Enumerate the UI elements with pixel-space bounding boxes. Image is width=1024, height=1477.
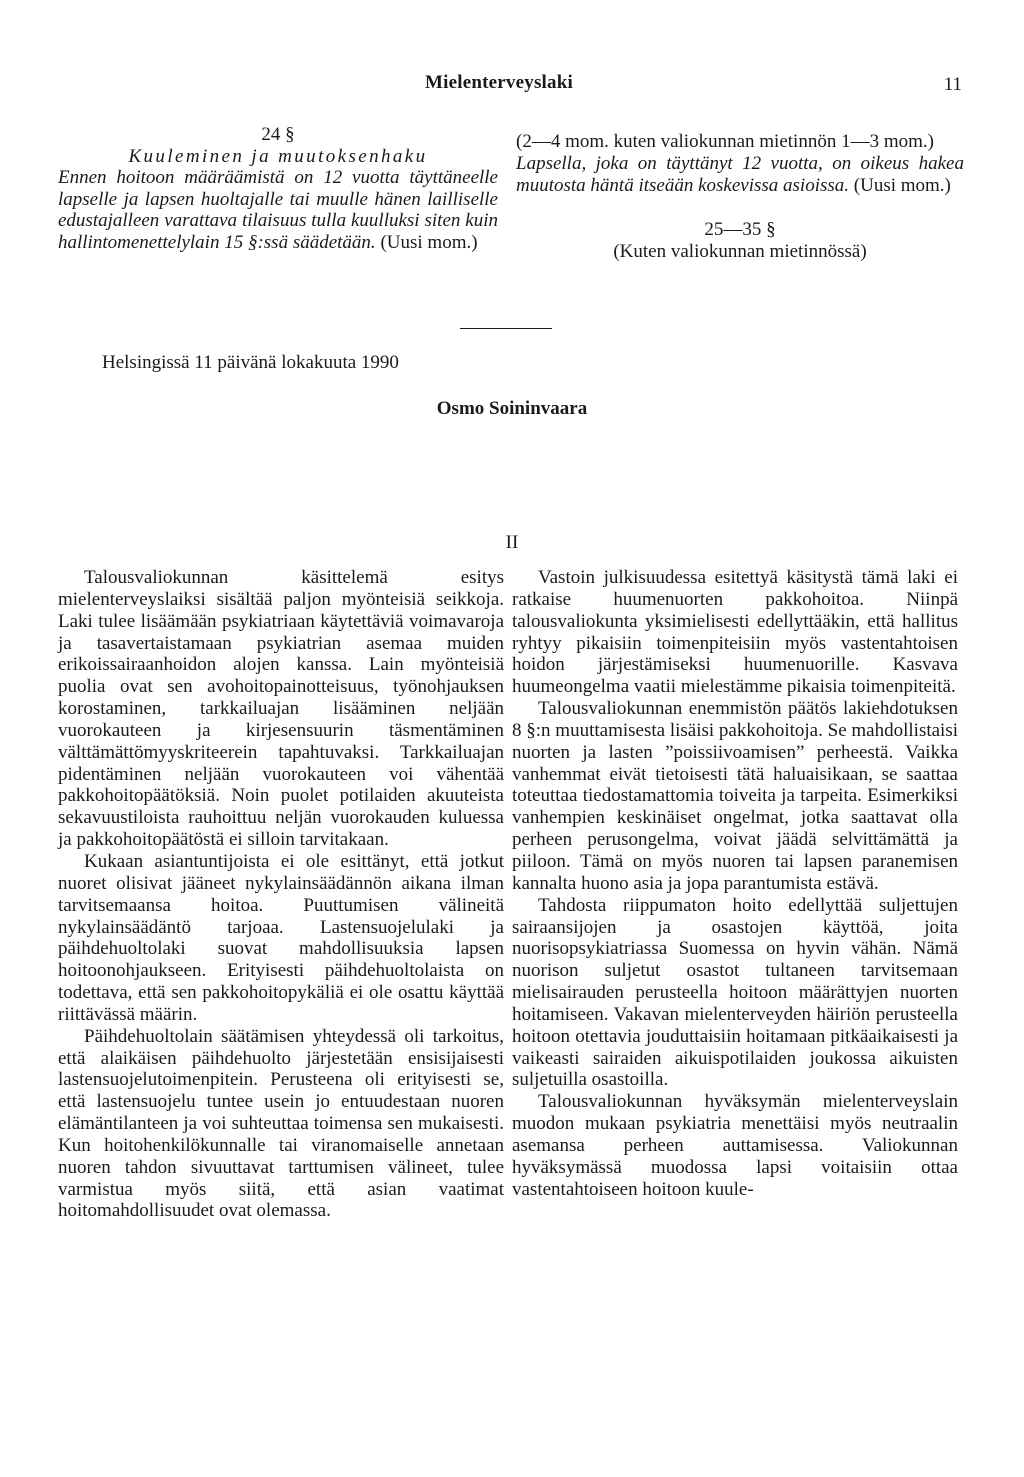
moment-note: (2—4 mom. kuten valiokunnan mietinnön 1—3 mom.)	[516, 131, 934, 152]
part-number: II	[505, 532, 519, 553]
section-number: 24 §	[261, 124, 295, 145]
divider-rule	[460, 328, 552, 329]
left-column	[58, 567, 504, 1222]
right-paragraph-4: Talousvaliokunnan hyväksymän mielenterveyslain muodon mukaan psykiatria menettäisi myös neutraalin asemansa perheen auttamisessa. Valiokunnan hyväksymässä muodossa lapsi voitaisiin ottaa vastentahtoiseen hoitoon kuule-	[512, 1091, 958, 1200]
place-date: Helsingissä 11 päivänä lokakuuta 1990	[102, 352, 399, 373]
section-24-note: (Uusi mom.)	[375, 231, 478, 253]
section-range: 25—35 §	[704, 219, 776, 240]
right-paragraph-2: Talousvaliokunnan enemmistön päätös lakiehdotuksen 8 §:n muuttamisesta lisäisi pakkohoitoja. Se mahdollistaisi nuorten ja lasten ”poissiivoamisen” perheestä. Vaikka vanhemmat eivät tietoisesti tätä haluaisikaan, se saattaa toteuttaa tiedostamattomia toiveita ja tarpeita. Esimerkiksi vanhempien keskinäiset ongelmat, jotka saattavat olla perheen perusongelma, voivat jäädä selvittämättä ja piiloon. Tämä on myös nuoren tai lapsen paranemisen kannalta huono asia ja jopa parantumista estävä.	[512, 698, 958, 894]
amendments-block	[516, 131, 964, 263]
right-paragraph-3: Tahdosta riippumaton hoito edellyttää suljettujen sairaansijojen ja osastojen käyttöä, joita nuorisopsykiatriassa Suomessa on hyvin vähän. Nämä nuorison suljetut osastot tultaneen tarvitsemaan mielisairauden perusteella hoitoon määrättyjen nuorten hoitamiseen. Vakavan mielenterveyden häiriön perusteella hoitoon otettavia jouduttaisiin hoitamaan pitkäaikaisesti ja vaikeasti sairaiden aikuispotilaiden joukossa aikuisten suljetuilla osastoilla.	[512, 894, 958, 1091]
left-paragraph-3: Päihdehuoltolain säätämisen yhteydessä oli tarkoitus, että alaikäisen päihdehuolto järjestetään ensisijaisesti lastensuojelutoimenpitein. Perusteena oli erityisesti se, että lastensuojelu tuntee usein jo entuudestaan nuoren elämäntilanteen ja voi suhteuttaa toimensa sen mukaisesti. Kun hoitohenkilökunnalle tai viranomaiselle annetaan nuoren tahdon sivuuttavat tarttumisen välineet, tulee varmistua myös siitä, että asian vaatimat hoitomahdollisuudet ovat olemassa.	[58, 1025, 504, 1222]
signer-name: Osmo Soininvaara	[436, 398, 588, 419]
left-paragraph-1: Talousvaliokunnan käsittelemä esitys mielenterveyslaiksi sisältää paljon myönteisiä seikkoja. Laki tulee lisäämään psykiatriaan käytettäviä voimavaroja ja tasavertaistamaan psykiatrian asemaa muiden erikoissairaanhoidon alojen kanssa. Lain myönteisiä puolia ovat sen avohoitopainotteisuus, työnohjauksen korostaminen, tarkkailuajan lisääminen neljään vuorokauteen ja kirjesensuurin täsmentäminen välttämättömyyskriteerein tapahtuvaksi. Tarkkailuajan pidentäminen neljään vuorokauteen voi vähentää pakkohoitopäätöksiä. Noin puolet potilaiden akuuteista sekavuustiloista rauhoittuu neljän vuorokauden kuluessa ja pakkohoitopäätöstä ei silloin tarvitakaan.	[58, 567, 504, 851]
right-note: (Uusi mom.)	[849, 175, 951, 196]
right-paragraph-1: Vastoin julkisuudessa esitettyä käsitystä tämä laki ei ratkaise huumenuorten pakkohoitoa. Niinpä talousvaliokunta yksimielisesti edellyttääkin, että hallitus ryhtyy pikaisiin toimenpiteisiin myös vastentahtoisen hoidon järjestämiseksi huumenuorille. Kasvava huumeongelma vaatii mielestämme pikaisia toimenpiteitä.	[512, 567, 958, 698]
left-paragraph-2: Kukaan asiantuntijoista ei ole esittänyt, että jotkut nuoret olisivat jääneet nykylainsäädännön aikana ilman tarvitsemaansa hoitoa. Puuttumisen välineitä nykylainsäädäntö tarjoaa. Lastensuojelulaki ja päihdehuoltolaki suovat mahdollisuuksia lapsen hoitoonohjaukseen. Erityisesti päihdehuoltolaista on todettava, että sen pakkohoitopykäliä ei ole osattu käyttää riittävässä määrin.	[58, 850, 504, 1025]
right-italic-text: Lapsella, joka on täyttänyt 12 vuotta, on oikeus hakea muutosta häntä itseään koskevissa asioissa.	[516, 153, 964, 196]
section-24-italic-text: Ennen hoitoon määräämistä on 12 vuotta täyttäneelle lapselle ja lapsen huoltajalle tai muulle hänen lailliselle edustajalleen varattava tilaisuus tulla kuulluksi siten kuin hallintomenettelylain 15 §:ssä säädetään.	[58, 167, 498, 253]
running-header-title: Mielenterveyslaki	[425, 72, 573, 93]
section-24-block	[58, 124, 498, 254]
right-amendment-text	[516, 153, 964, 197]
section-heading: Kuuleminen ja muutoksenhaku	[128, 145, 428, 167]
right-column	[512, 567, 958, 1200]
page-number: 11	[943, 74, 962, 95]
section-range-note: (Kuten valiokunnan mietinnössä)	[613, 241, 867, 262]
section-24-text	[58, 167, 498, 253]
